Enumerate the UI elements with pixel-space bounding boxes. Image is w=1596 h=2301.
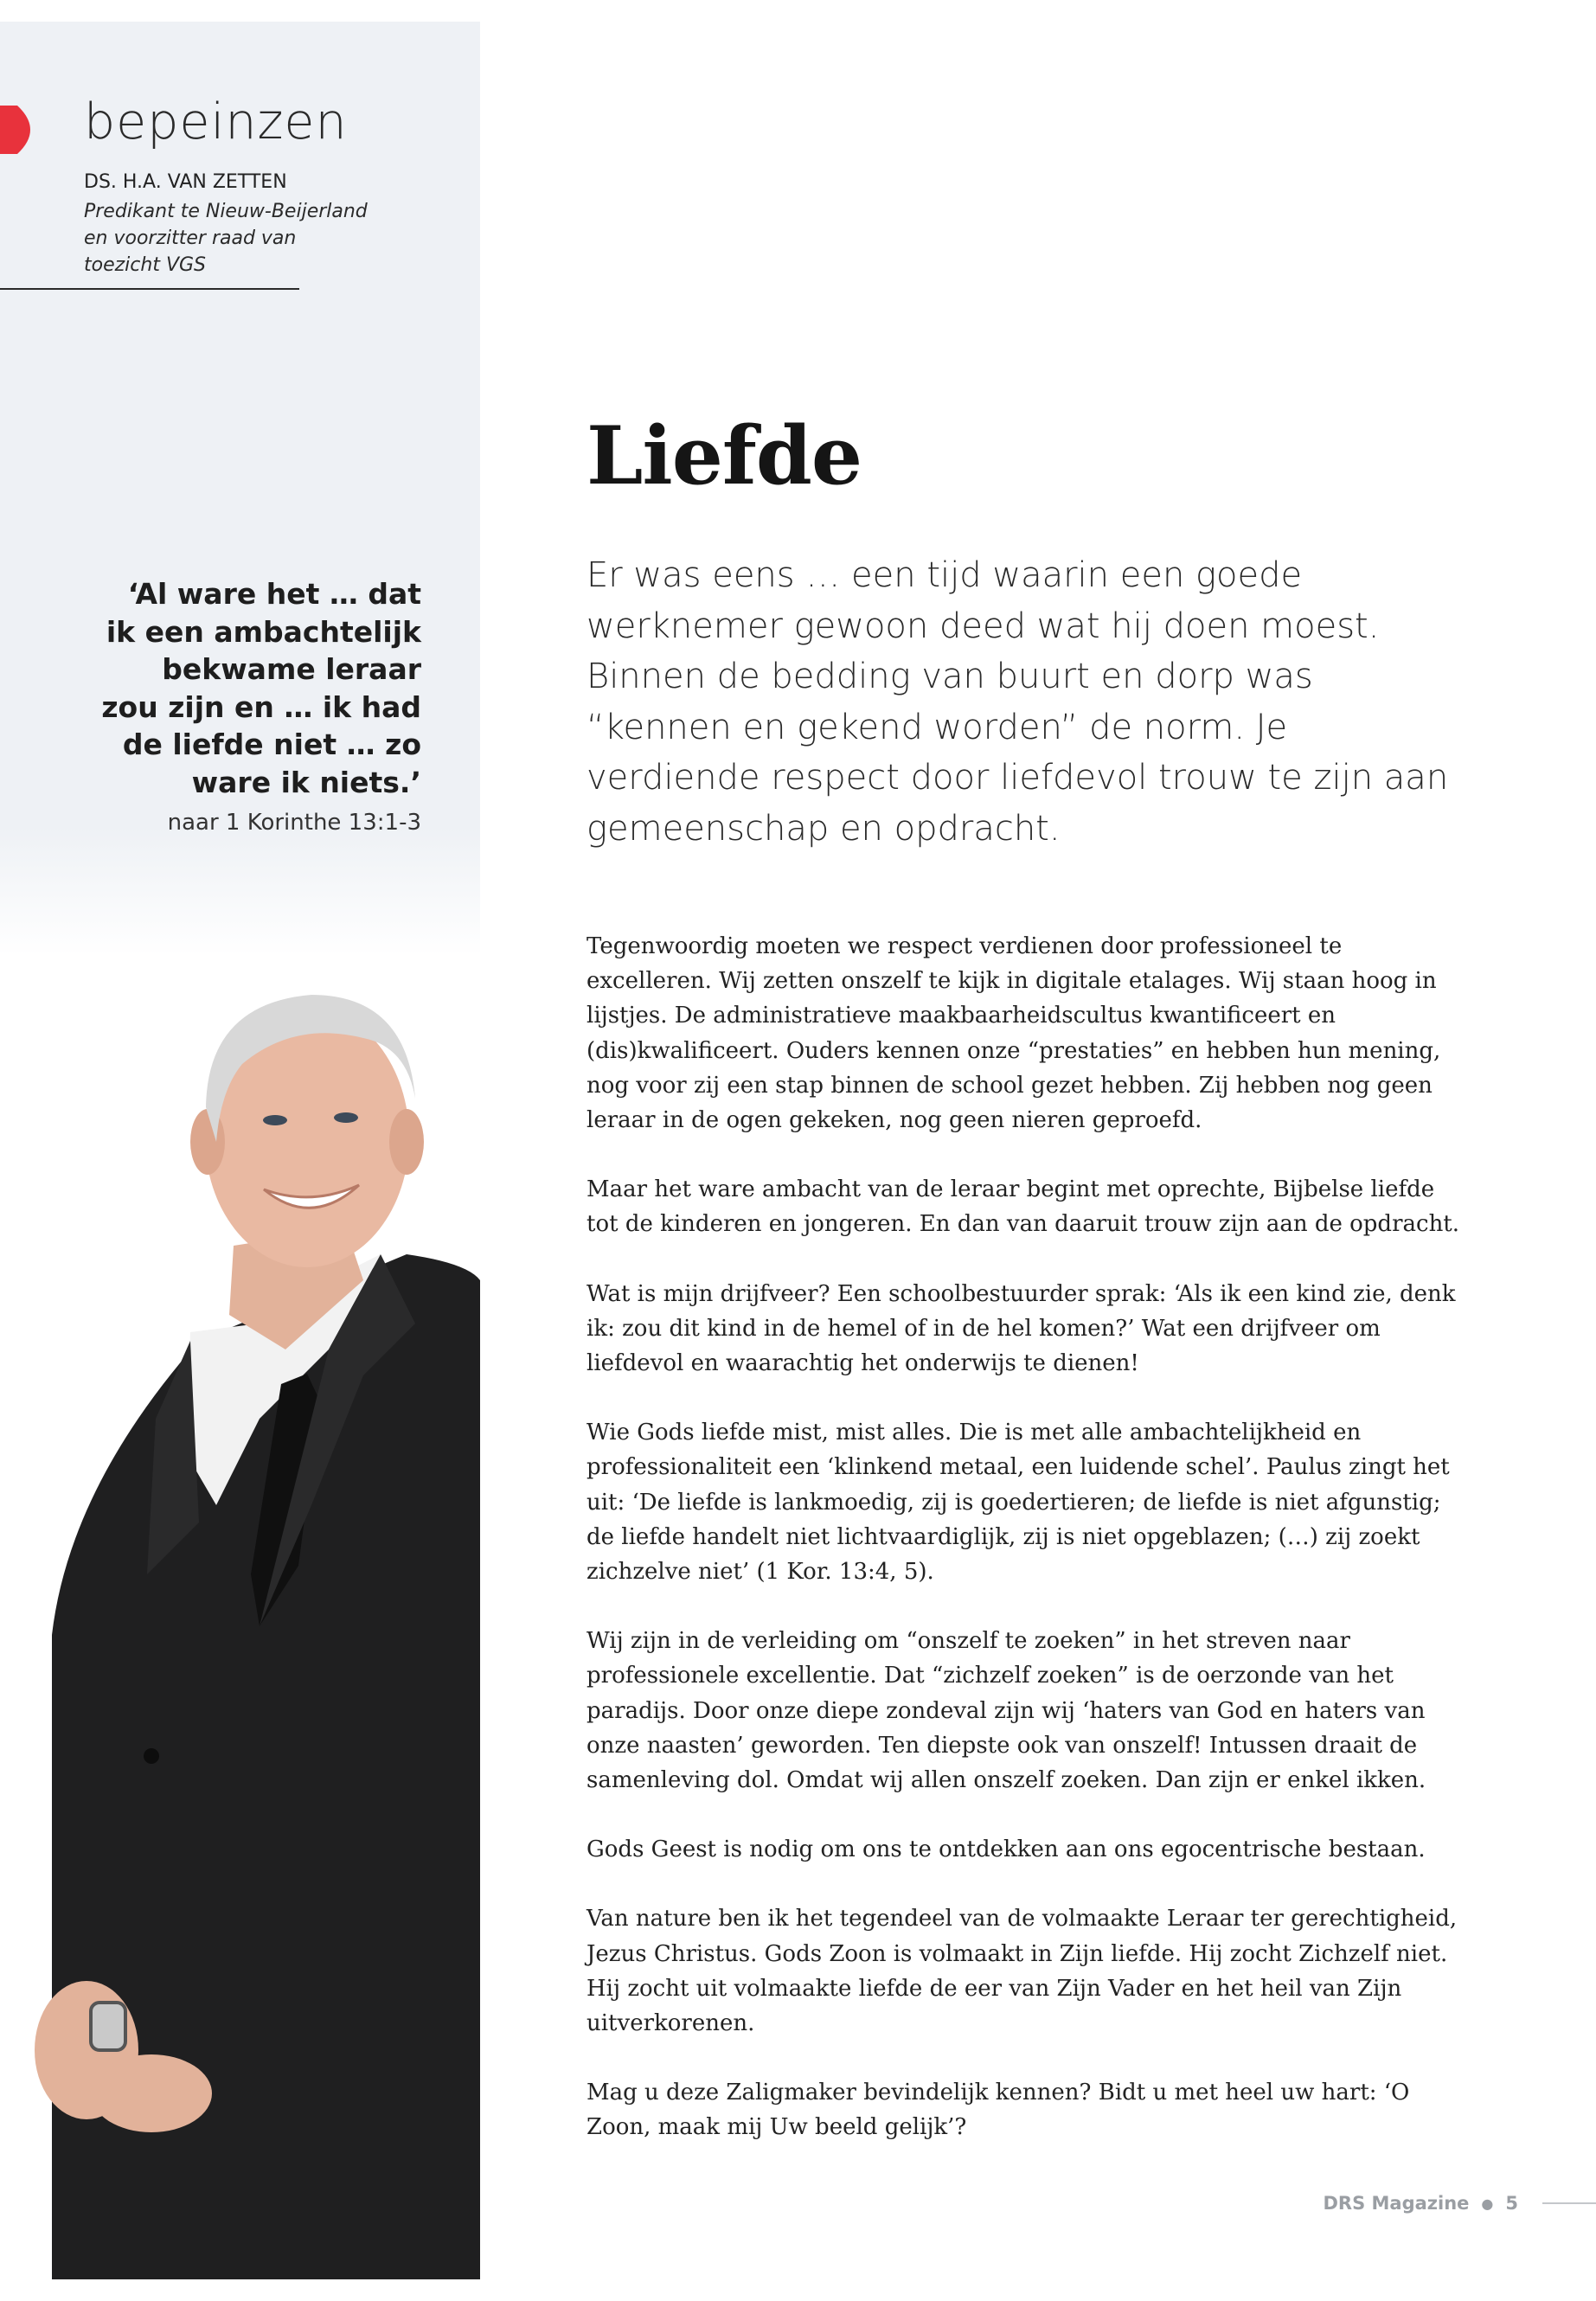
section-label: bepeinzen bbox=[84, 93, 348, 151]
magazine-name: DRS Magazine bbox=[1323, 2193, 1470, 2214]
sidebar bbox=[0, 22, 480, 2279]
body-paragraph: Wij zijn in de verleiding om “onszelf te zoeken” in het streven naar professionele excellentie. Dat “zichzelf zoeken” is de oerzonde van het paradijs. Door onze diepe zondeval zijn wij ‘haters van God en haters van onze naasten’ geworden. Ten diepste ook van onszelf! Intussen draait de samenleving dol. Omdat wij allen onszelf zoeken. Dan zijn er enkel ikken. bbox=[586, 1628, 1426, 1794]
author-name: DS. H.A. VAN ZETTEN bbox=[84, 171, 287, 193]
body-paragraph: Van nature ben ik het tegendeel van de volmaakte Leraar ter gerechtigheid, Jezus Christus. Gods Zoon is volmaakt in Zijn liefde. Hij zocht Zichzelf niet. Hij zocht uit volmaakte liefde de eer van Zijn Vader en het heil van Zijn uitverkorenen. bbox=[586, 1906, 1458, 2037]
footer-rule bbox=[1542, 2202, 1596, 2204]
body-paragraph: Wie Gods liefde mist, mist alles. Die is met alle ambachtelijkheid en professionaliteit een ‘klinkend metaal, een luidende schel’. Paulus zingt het uit: ‘De liefde is lankmoedig, zij is goedertieren; de liefde is niet afgunstig; de liefde handelt niet lichtvaardiglijk, zij is niet opgeblazen; (…) zij zoekt zichzelve niet’ (1 Kor. 13:4, 5). bbox=[586, 1420, 1450, 1586]
author-role: Predikant te Nieuw-Beijerland en voorzitter raad van toezicht VGS bbox=[84, 201, 368, 276]
body-paragraph: Mag u deze Zaligmaker bevindelijk kennen? Bidt u met heel uw hart: ‘O Zoon, maak mij Uw beeld gelijk’? bbox=[586, 2080, 1410, 2141]
author-block bbox=[84, 171, 430, 279]
body-paragraph: Tegenwoordig moeten we respect verdienen door professioneel te excelleren. Wij zetten onszelf te kijk in digitale etalages. Wij staan hoog in lijstjes. De administratieve maakbaarheidscultus kwantificeert en (dis)kwalificeert. Ouders kennen onze “prestaties” en hebben hun mening, nog voor zij een stap binnen de school gezet hebben. Zij hebben nog geen leraar in de ogen gekeken, nog geen nieren geproefd. bbox=[586, 933, 1441, 1134]
article-body bbox=[586, 929, 1469, 2180]
pull-quote bbox=[101, 575, 421, 836]
author-portrait bbox=[0, 969, 480, 2279]
body-paragraph: Maar het ware ambacht van de leraar begint met oprechte, Bijbelse liefde tot de kinderen en jongeren. En dan van daaruit trouw zijn aan de opdracht. bbox=[586, 1176, 1460, 1238]
body-paragraph: Wat is mijn drijfveer? Een schoolbestuurder sprak: ‘Als ik een kind zie, denk ik: zou dit kind in de hemel of in de hel komen?’ Wat een drijfveer om liefdevol en waarachtig het onderwijs te dienen! bbox=[586, 1280, 1456, 1377]
bullet-separator-icon: ● bbox=[1481, 2195, 1494, 2212]
page-footer bbox=[1323, 2189, 1596, 2218]
body-paragraph: Gods Geest is nodig om ons te ontdekken aan ons egocentrische bestaan. bbox=[586, 1836, 1426, 1863]
quote-source: naar 1 Korinthe 13:1-3 bbox=[167, 810, 421, 836]
author-divider bbox=[0, 288, 299, 290]
article-lead: Er was eens … een tijd waarin een goede werknemer gewoon deed wat hij doen moest. Binnen de bedding van buurt en dorp was “kennen en gekend worden” de norm. Je verdiende respect door liefdevol trouw te zijn aan gemeenschap en opdracht. bbox=[586, 555, 1449, 849]
quote-text: ‘Al ware het … dat ik een ambachtelijk bekwame leraar zou zijn en … ik had de liefde niet … zo ware ik niets.’ bbox=[101, 577, 421, 799]
section-marker-icon bbox=[0, 106, 43, 154]
article-title: Liefde bbox=[586, 408, 862, 503]
page-number: 5 bbox=[1505, 2193, 1518, 2214]
